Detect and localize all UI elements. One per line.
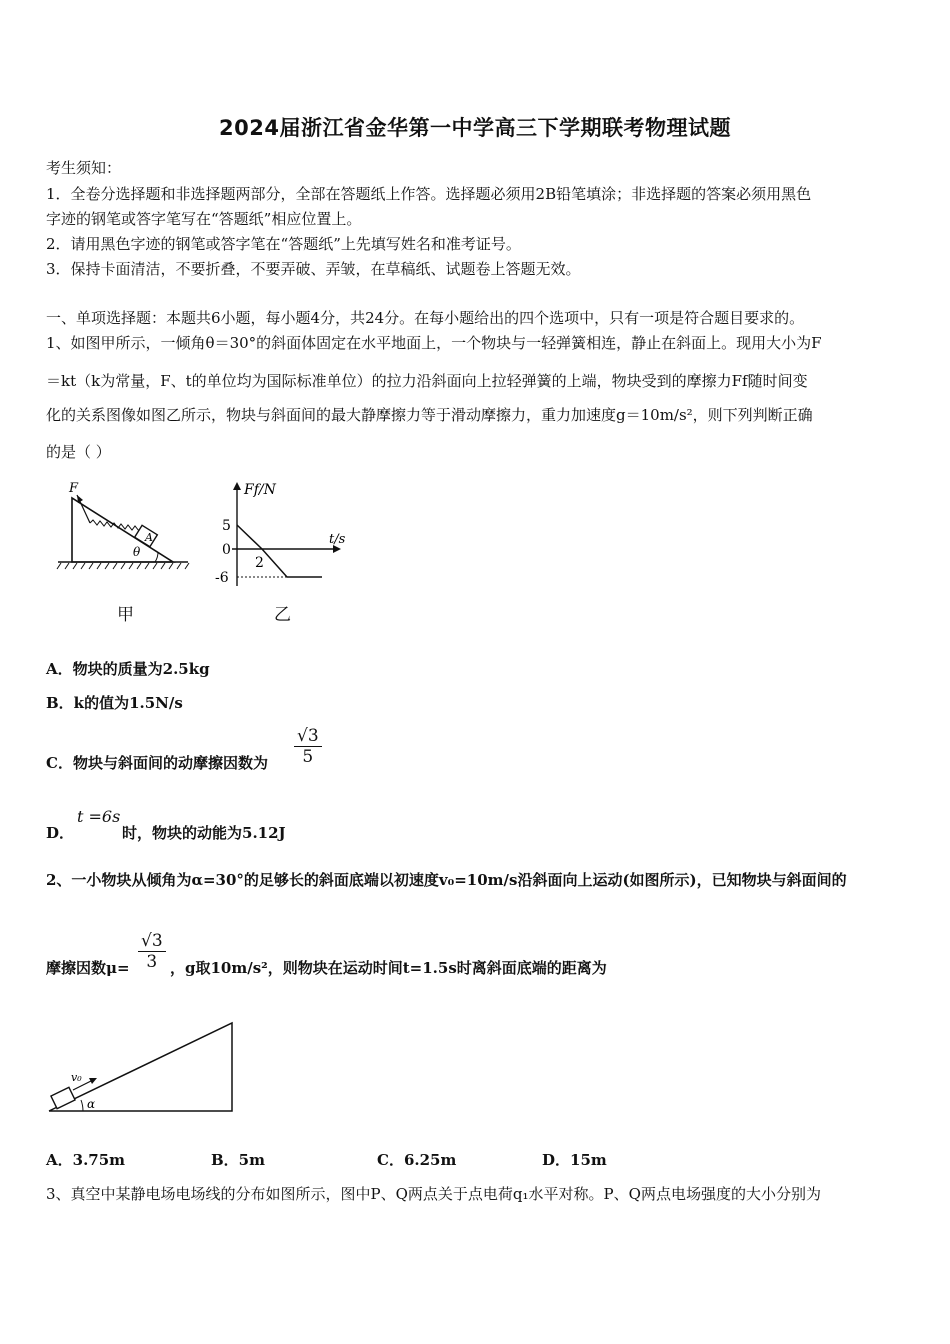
q1-option-d-text: 时，物块的动能为5.12J bbox=[122, 824, 286, 842]
q1-line: ＝kt（k为常量，F、t的单位均为国际标准单位）的拉力沿斜面向上拉轻弹簧的上端，物块受到的摩擦力Ff随时间变 bbox=[46, 372, 808, 390]
q2-line-suffix: ，g取10m/s²，则物块在运动时间t=1.5s时离斜面底端的距离为 bbox=[170, 959, 607, 977]
axis-label-ff: Ff/N bbox=[244, 482, 276, 498]
q1-option-a: A．物块的质量为2.5kg bbox=[46, 660, 210, 678]
exam-title: 2024届浙江省金华第一中学高三下学期联考物理试题 bbox=[219, 116, 731, 140]
q2-line-prefix: 摩擦因数μ= bbox=[46, 959, 130, 977]
axis-label-t: t/s bbox=[329, 532, 346, 547]
label-F: F bbox=[69, 481, 79, 496]
q1-line: 化的关系图像如图乙所示，物块与斜面间的最大静摩擦力等于滑动摩擦力，重力加速度g＝10m/s²，则下列判断正确 bbox=[46, 406, 813, 424]
notice-item: 字迹的钢笔或答字笔写在“答题纸”相应位置上。 bbox=[46, 210, 362, 228]
tick-neg6: -6 bbox=[215, 570, 229, 586]
notice-item: 1．全卷分选择题和非选择题两部分，全部在答题纸上作答。选择题必须用2B铅笔填涂；非选择题的答案必须用黑色 bbox=[46, 185, 812, 203]
q1-figure-incline bbox=[55, 478, 195, 573]
q2-option-c: C．6.25m bbox=[377, 1151, 457, 1169]
fraction-denominator: 5 bbox=[302, 747, 314, 767]
q1-option-d-prefix: D． bbox=[46, 824, 75, 842]
q1-option-c-fraction bbox=[294, 726, 322, 767]
notice-item: 2．请用黑色字迹的钢笔或答字笔在“答题纸”上先填写姓名和准考证号。 bbox=[46, 235, 521, 253]
caption-yi: 乙 bbox=[274, 605, 291, 625]
tick-0: 0 bbox=[222, 542, 231, 558]
label-A: A bbox=[145, 531, 153, 544]
label-alpha: α bbox=[87, 1097, 96, 1111]
q2-option-a: A．3.75m bbox=[46, 1151, 126, 1169]
q2-mu-fraction bbox=[138, 931, 166, 972]
q1-option-b: B．k的值为1.5N/s bbox=[46, 694, 183, 712]
q1-line: 1、如图甲所示，一倾角θ＝30°的斜面体固定在水平地面上，一个物块与一轻弹簧相连，静止在斜面上。现用大小为F bbox=[46, 334, 822, 352]
tick-2: 2 bbox=[255, 555, 264, 571]
tick-5: 5 bbox=[222, 518, 231, 534]
q1-option-c: C．物块与斜面间的动摩擦因数为 bbox=[46, 754, 268, 772]
notice-heading: 考生须知： bbox=[46, 159, 122, 177]
q2-line: 2、一小物块从倾角为α=30°的足够长的斜面底端以初速度v₀=10m/s沿斜面向上运动(如图所示)，已知物块与斜面间的 bbox=[46, 871, 847, 889]
q1-option-d-formula: t =6s bbox=[77, 807, 121, 826]
fraction-numerator: √3 bbox=[138, 931, 166, 952]
label-v0: v₀ bbox=[71, 1071, 82, 1084]
fraction-denominator: 3 bbox=[146, 952, 158, 972]
q2-figure-incline bbox=[45, 1015, 240, 1115]
fraction-numerator: √3 bbox=[294, 726, 322, 747]
q1-line: 的是（ ） bbox=[46, 443, 111, 461]
q1-figure-graph bbox=[210, 478, 360, 590]
q2-option-b: B．5m bbox=[211, 1151, 265, 1169]
notice-item: 3．保持卡面清洁，不要折叠，不要弄破、弄皱，在草稿纸、试题卷上答题无效。 bbox=[46, 260, 581, 278]
q3-line: 3、真空中某静电场电场线的分布如图所示，图中P、Q两点关于点电荷q₁水平对称。P、Q两点电场强度的大小分别为 bbox=[46, 1185, 821, 1203]
label-theta: θ bbox=[133, 545, 141, 559]
q2-option-d: D．15m bbox=[542, 1151, 607, 1169]
caption-jia: 甲 bbox=[117, 605, 134, 625]
section-heading: 一、单项选择题：本题共6小题，每小题4分，共24分。在每小题给出的四个选项中，只有一项是符合题目要求的。 bbox=[46, 309, 805, 327]
